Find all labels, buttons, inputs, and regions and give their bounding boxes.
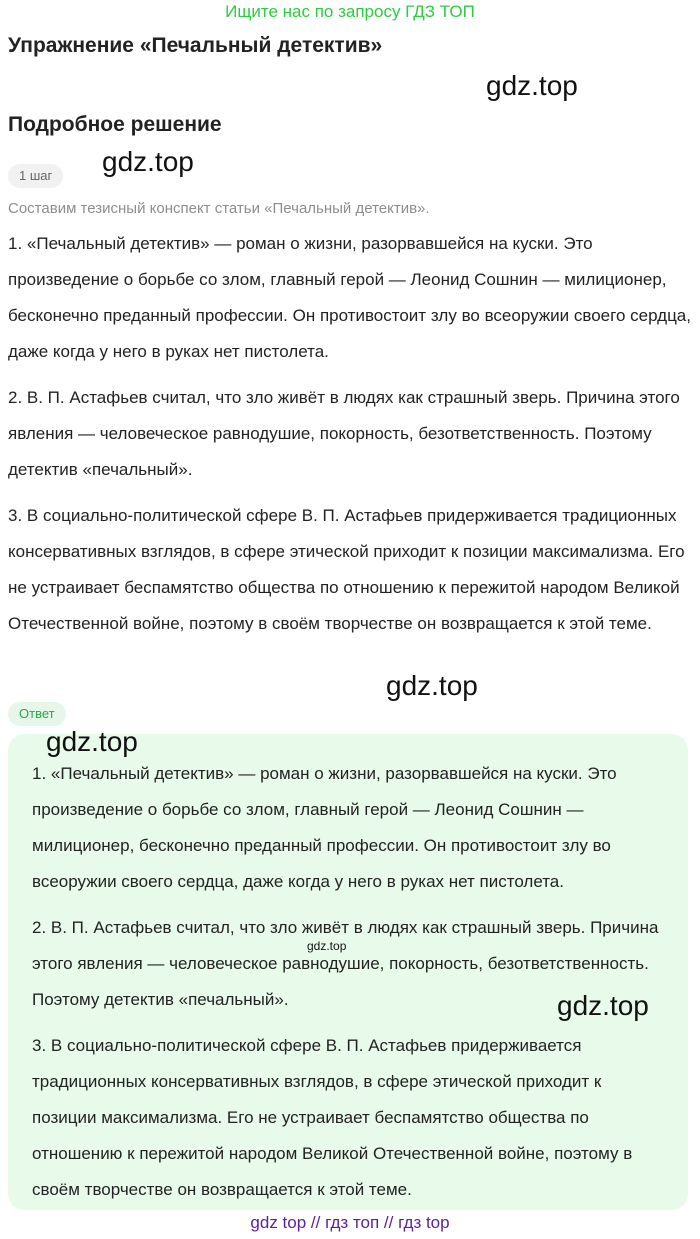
answer-paragraph-3: 3. В социально-политической сфере В. П. Астафьев придерживается традиционных консервативных взглядов, в сфере этической приходит к позиции максимализма. Его не устраивает беспамятство общества по отношению к пережитой народом Великой Отечественной войне, поэтому в своём творчестве он возвращается к этой теме. bbox=[32, 1036, 633, 1199]
page-title: Упражнение «Печальный детектив» bbox=[8, 34, 383, 57]
watermark: gdz.top bbox=[46, 726, 138, 757]
watermark: gdz.top bbox=[386, 670, 478, 701]
footer-links[interactable]: gdz top // гдз топ // гдз top bbox=[250, 1213, 450, 1232]
solution-paragraph-2: 2. В. П. Астафьев считал, что зло живёт в людях как страшный зверь. Причина этого явления — человеческое равнодушие, покорность, безответственность. Поэтому детектив «печальный». bbox=[8, 388, 680, 479]
section-title: Подробное решение bbox=[8, 113, 222, 136]
watermark: gdz.top bbox=[557, 990, 649, 1021]
answer-paragraph-2: 2. В. П. Астафьев считал, что зло живёт в людях как страшный зверь. Причина этого явления — человеческое равнодушие, покорность, безответственность. Поэтому детектив «печальный». bbox=[32, 918, 659, 1009]
intro-text: Составим тезисный конспект статьи «Печальный детектив». bbox=[8, 200, 430, 217]
answer-paragraph-1: 1. «Печальный детектив» — роман о жизни, разорвавшейся на куски. Это произведение о борьбе со злом, главный герой — Леонид Сошнин — милиционер, бесконечно преданный профессии. Он противостоит злу во всеоружии своего сердца, даже когда у него в руках нет пистолета. bbox=[32, 764, 617, 891]
watermark-small: gdz.top bbox=[307, 939, 347, 953]
solution-steps bbox=[8, 226, 692, 652]
watermark: gdz.top bbox=[486, 70, 578, 101]
answer-badge: Ответ bbox=[8, 702, 66, 726]
solution-paragraph-1: 1. «Печальный детектив» — роман о жизни, разорвавшейся на куски. Это произведение о борьбе со злом, главный герой — Леонид Сошнин — милиционер, бесконечно преданный профессии. Он противостоит злу во всеоружии своего сердца, даже когда у него в руках нет пистолета. bbox=[8, 234, 691, 361]
watermark: gdz.top bbox=[102, 146, 194, 177]
top-banner[interactable]: Ищите нас по запросу ГДЗ ТОП bbox=[225, 2, 475, 21]
answer-box bbox=[8, 734, 688, 1210]
solution-paragraph-3: 3. В социально-политической сфере В. П. Астафьев придерживается традиционных консервативных взглядов, в сфере этической приходит к позиции максимализма. Его не устраивает беспамятство общества по отношению к пережитой народом Великой Отечественной войне, поэтому в своём творчестве он возвращается к этой теме. bbox=[8, 506, 685, 633]
step-badge: 1 шаг bbox=[8, 164, 63, 188]
